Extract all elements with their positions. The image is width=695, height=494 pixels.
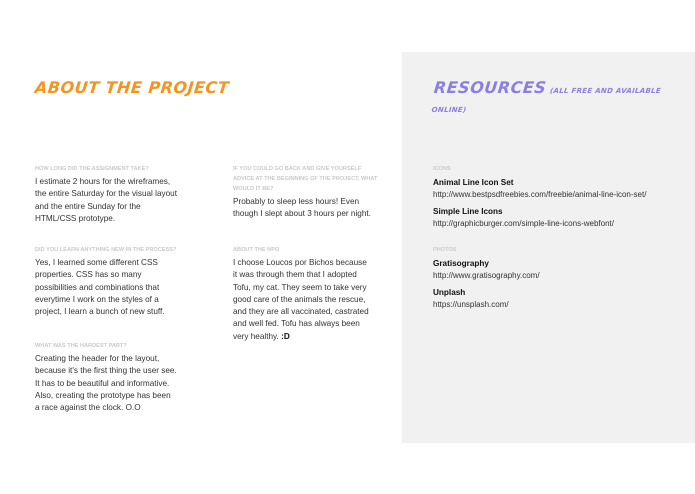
resource-name: Animal Line Icon Set xyxy=(433,178,514,187)
question-heading: IF YOU COULD GO BACK AND GIVE YOURSELF ADVICE AT THE BEGINNING OF THE PROJECT, WHAT WOULD IT BE? xyxy=(233,166,378,192)
resource-link[interactable]: http://www.gratisography.com/ xyxy=(433,271,540,280)
answer-text: Probably to sleep less hours! Even though I slept about 3 hours per night. xyxy=(233,197,371,219)
resource-link[interactable]: http://graphicburger.com/simple-line-icons-webfont/ xyxy=(433,219,614,228)
about-title: ABOUT THE PROJECT xyxy=(34,78,231,97)
answer-text xyxy=(233,257,373,343)
resources-subtitle: (ALL FREE AND AVAILABLE ONLINE) xyxy=(431,87,662,114)
answer-text: I estimate 2 hours for the wireframes, the entire Saturday for the visual layout and the entire Sunday for the HTML/CSS prototype. xyxy=(35,177,177,223)
resource-name: Gratisography xyxy=(433,259,489,268)
question-heading: HOW LONG DID THE ASSIGNMENT TAKE? xyxy=(35,166,149,172)
resource-group-label: PHOTOS xyxy=(433,247,457,253)
resource-link[interactable]: http://www.bestpsdfreebies.com/freebie/animal-line-icon-set/ xyxy=(433,190,647,199)
resource-name: Simple Line Icons xyxy=(433,207,503,216)
resource-name: Unplash xyxy=(433,288,466,297)
answer-body: I choose Loucos por Bichos because it was through them that I adopted Tofu, my cat. They seem to take very good care of the animals the rescue, and they are all vaccinated, castrated and well fed. Tofu has always been very healthy. xyxy=(233,258,369,341)
answer-text: Creating the header for the layout, because it's the first thing the user see. It has to be beautiful and informative. Also, creating the prototype has been a race against the clock. O.O xyxy=(35,354,177,413)
question-heading: DID YOU LEARN ANYTHING NEW IN THE PROCESS? xyxy=(35,247,177,253)
answer-emphasis: :D xyxy=(281,331,290,341)
question-heading: WHAT WAS THE HARDEST PART? xyxy=(35,343,127,349)
resources-title-text: RESOURCES xyxy=(433,78,548,97)
resource-link[interactable]: https://unsplash.com/ xyxy=(433,300,509,309)
answer-text: Yes, I learned some different CSS properties. CSS has so many possibilities and combinations that everytime I work on the styles of a project, I learn a bunch of new stuff. xyxy=(35,258,165,317)
resources-title xyxy=(431,78,695,116)
question-heading: ABOUT THE NPO xyxy=(233,247,280,253)
resource-group-label: ICONS xyxy=(433,166,451,172)
